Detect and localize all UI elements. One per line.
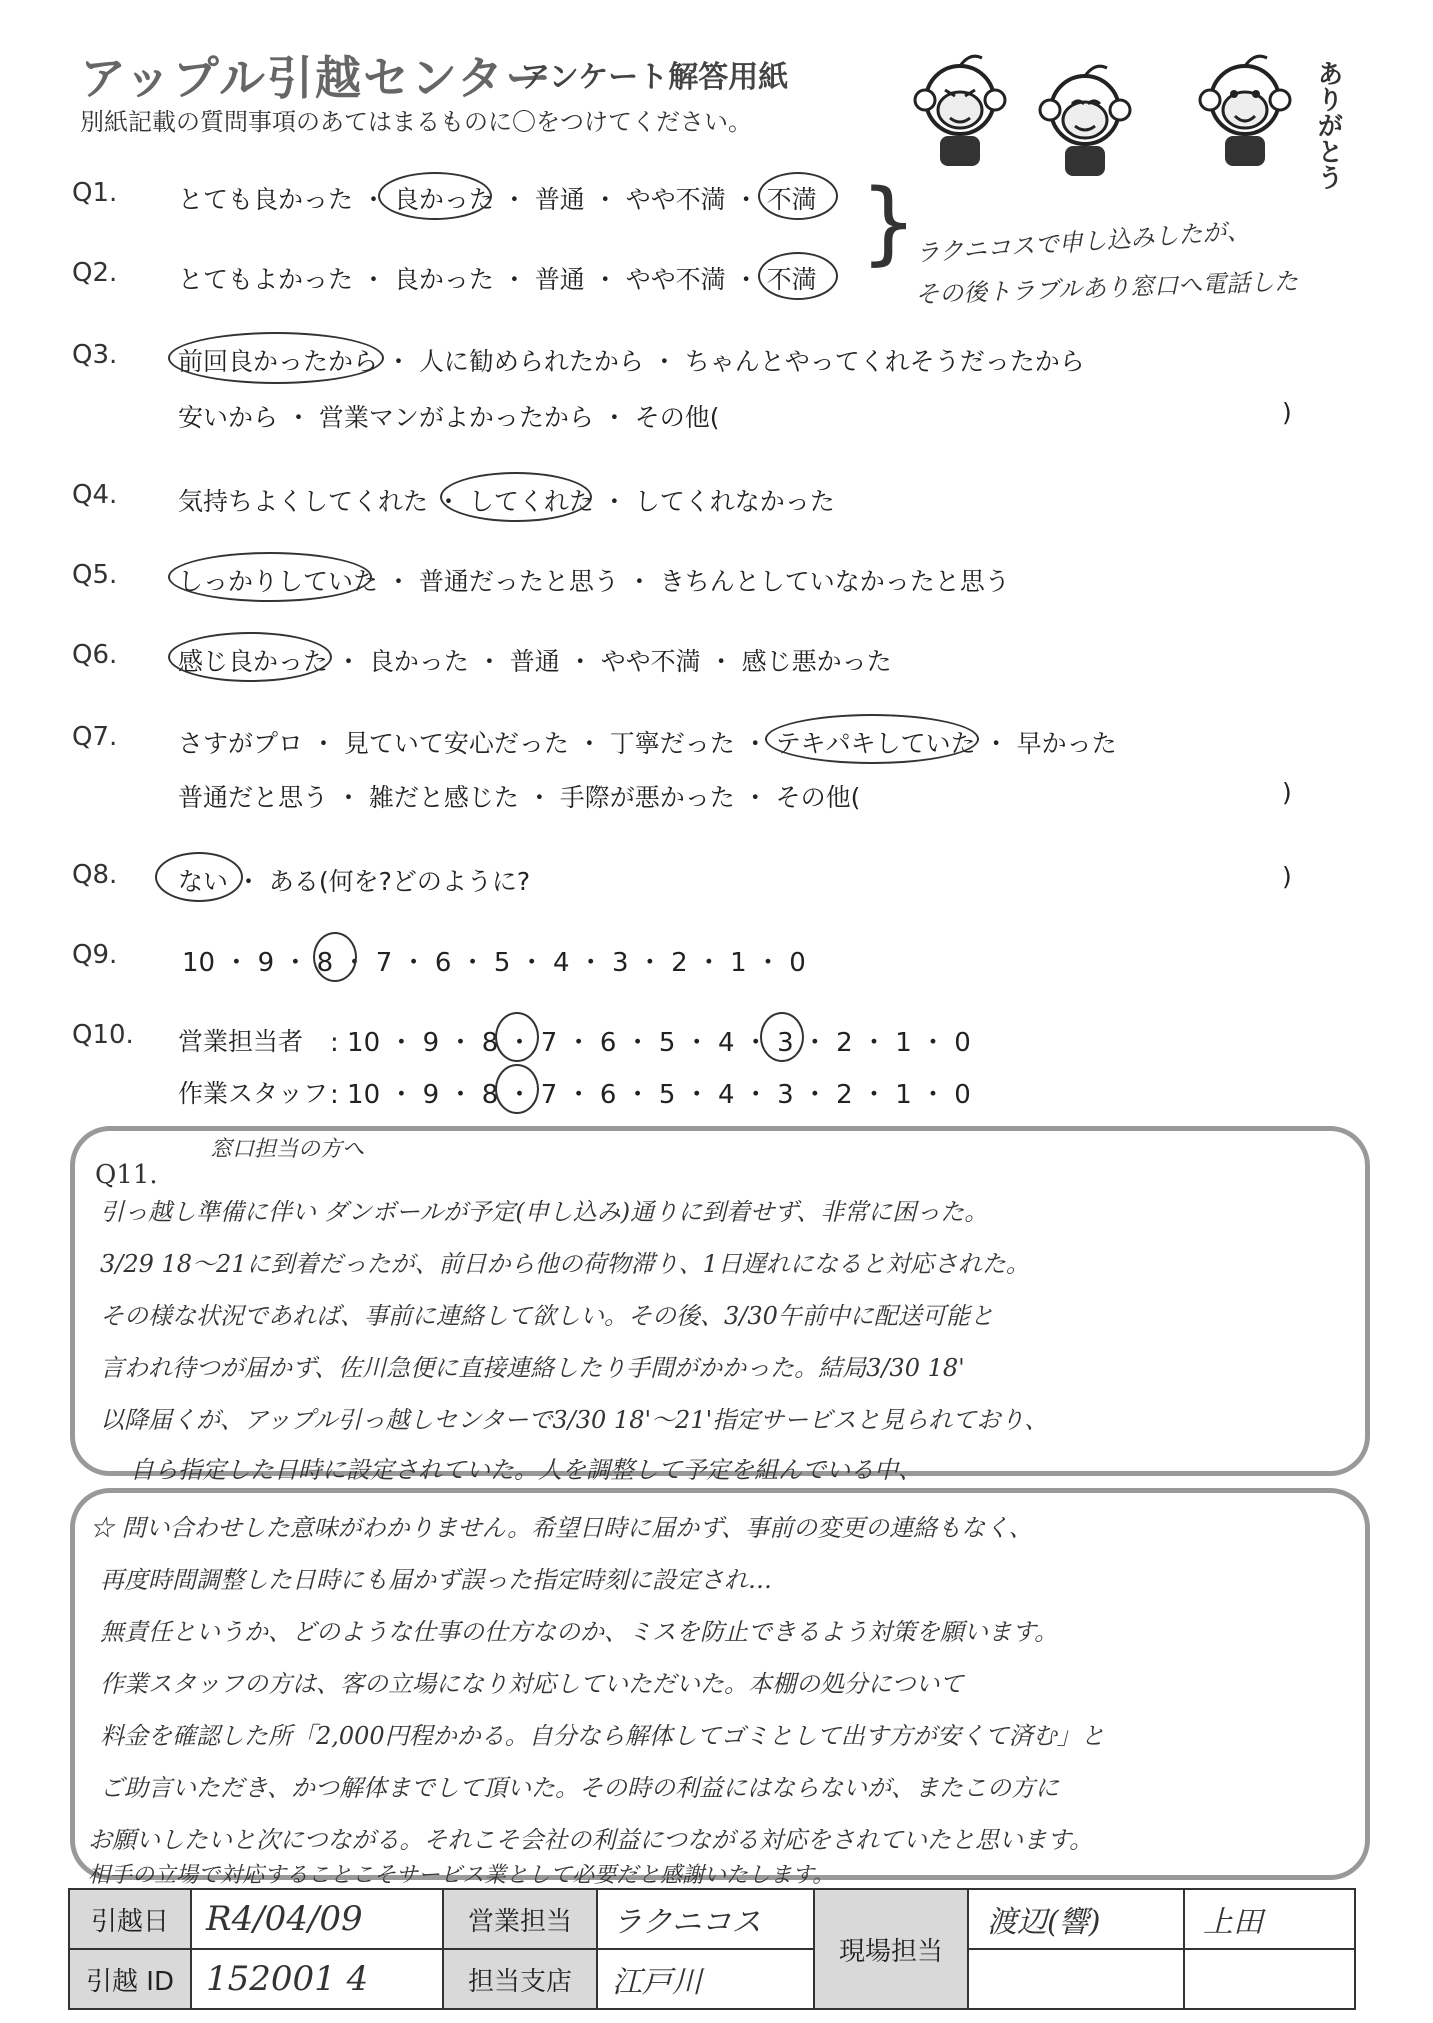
move-id-label: 引越 ID: [69, 1949, 191, 2009]
q8-label: Q8.: [72, 860, 118, 890]
handwritten-line: 相手の立場で対応することこそサービス業として必要だと感謝いたします。: [88, 1863, 835, 1888]
handwritten-line: 料金を確認した所「2,000円程かかる。自分なら解体してゴミとして出す方が安くて済む」と: [100, 1722, 1105, 1750]
q10-sales-scale: : 10 ・ 9 ・ 8 ・ 7 ・ 6 ・ 5 ・ 4 ・ 3 ・ 2 ・ 1 ・ 0: [330, 1028, 971, 1058]
q11-heading: 窓口担当の方へ: [210, 1137, 365, 1162]
monkey-mascot-icon: [1190, 50, 1300, 170]
answer-circle: [168, 552, 372, 602]
q10-staff-label: 作業スタッフ: [178, 1079, 329, 1108]
q5-options: しっかりしていた ・ 普通だったと思う ・ きちんとしていなかったと思う: [178, 567, 1010, 596]
handwritten-line: 再度時間調整した日時にも届かず誤った指定時刻に設定され…: [100, 1566, 772, 1594]
answer-circle: [758, 172, 838, 220]
site-value-2: 上田: [1184, 1889, 1355, 1949]
handwritten-note-line: その後トラブルあり窓口へ電話した: [914, 267, 1299, 309]
q4-label: Q4.: [72, 480, 118, 510]
handwritten-line: 無責任というか、どのような仕事の仕方なのか、ミスを防止できるよう対策を願います。: [100, 1618, 1059, 1646]
q8-options: ない ・ ある(何を?どのように?: [178, 867, 531, 896]
site-empty-cell: [1184, 1949, 1355, 2009]
answer-circle: [378, 172, 492, 220]
answer-circle: [765, 714, 979, 764]
footer-info-table: [68, 1888, 1356, 2010]
answer-circle: [313, 932, 357, 982]
q10-sales-label: 営業担当者: [178, 1027, 304, 1056]
form-title: アップル引越センター: [80, 51, 554, 105]
q7-options-line2: 普通だと思う ・ 雑だと感じた ・ 手際が悪かった ・ その他(: [178, 783, 861, 812]
sales-value: ラクニコス: [597, 1889, 814, 1949]
q5-label: Q5.: [72, 560, 118, 590]
q7-label: Q7.: [72, 722, 118, 752]
handwritten-line: 以降届くが、アップル引っ越しセンターで3/30 18'〜21'指定サービスと見られており、: [100, 1406, 1049, 1434]
mascot-caption: ありがとう: [1313, 60, 1343, 190]
q2-label: Q2.: [72, 258, 118, 288]
q1-label: Q1.: [72, 178, 118, 208]
site-empty-cell: [968, 1949, 1184, 2009]
site-value-1: 渡辺(響): [968, 1889, 1184, 1949]
form-subtitle: アンケート解答用紙: [520, 60, 789, 95]
q7-options-line1: さすがプロ ・ 見ていて安心だった ・ 丁寧だった ・ テキパキしていた ・ 早かった: [178, 729, 1117, 758]
move-date-label: 引越日: [69, 1889, 191, 1949]
handwritten-line: 作業スタッフの方は、客の立場になり対応していただいた。本棚の処分について: [100, 1670, 964, 1698]
q3-options-line1: 前回良かったから ・ 人に勧められたから ・ ちゃんとやってくれそうだったから: [178, 347, 1085, 376]
q6-options: 感じ良かった ・ 良かった ・ 普通 ・ やや不満 ・ 感じ悪かった: [178, 647, 892, 676]
q11-label: Q11.: [95, 1160, 158, 1190]
answer-circle: [168, 632, 332, 682]
monkey-mascot-icon: [905, 50, 1015, 170]
q3-label: Q3.: [72, 340, 118, 370]
handwritten-line: その様な状況であれば、事前に連絡して欲しい。その後、3/30午前中に配送可能と: [100, 1302, 994, 1330]
bracket-mark: }: [860, 170, 918, 275]
site-label: 現場担当: [814, 1889, 968, 2009]
move-id-value: 152001 4: [191, 1949, 443, 2009]
q9-scale: 10 ・ 9 ・ 8 ・ 7 ・ 6 ・ 5 ・ 4 ・ 3 ・ 2 ・ 1 ・ 0: [182, 948, 806, 978]
handwritten-line: 3/29 18〜21に到着だったが、前日から他の荷物滞り、1日遅れになると対応された。: [100, 1250, 1030, 1278]
branch-label: 担当支店: [443, 1949, 597, 2009]
sales-label: 営業担当: [443, 1889, 597, 1949]
q7-close-paren: ): [1282, 778, 1292, 807]
branch-value: 江戸川: [597, 1949, 814, 2009]
answer-circle: [758, 252, 838, 300]
instructions: 別紙記載の質問事項のあてはまるものに〇をつけてください。: [80, 108, 752, 136]
q3-options-line2: 安いから ・ 営業マンがよかったから ・ その他(: [178, 403, 720, 432]
handwritten-line: 引っ越し準備に伴い ダンボールが予定(申し込み)通りに到着せず、非常に困った。: [100, 1198, 989, 1226]
q3-close-paren: ): [1282, 398, 1292, 427]
handwritten-line: 言われ待つが届かず、佐川急便に直接連絡したり手間がかかった。結局3/30 18': [100, 1354, 965, 1382]
handwritten-note-line: ラクニコスで申し込みしたが、: [914, 216, 1252, 268]
handwritten-line: 自ら指定した日時に設定されていた。人を調整して予定を組んでいる中、: [130, 1456, 922, 1484]
q2-options: とてもよかった ・ 良かった ・ 普通 ・ やや不満 ・ 不満: [178, 265, 817, 294]
handwritten-line: ご助言いただき、かつ解体までして頂いた。その時の利益にはならないが、またこの方に: [100, 1774, 1060, 1802]
answer-circle: [155, 852, 243, 902]
answer-circle: [760, 1012, 804, 1062]
q8-close-paren: ): [1282, 862, 1292, 891]
q1-options: とても良かった ・ 良かった ・ 普通 ・ やや不満 ・ 不満: [178, 185, 817, 214]
answer-circle: [168, 332, 384, 384]
answer-circle: [495, 1064, 539, 1114]
q9-label: Q9.: [72, 940, 118, 970]
q4-options: 気持ちよくしてくれた ・ してくれた ・ してくれなかった: [178, 487, 835, 516]
answer-circle: [495, 1012, 539, 1062]
handwritten-line: ☆ 問い合わせした意味がわかりません。希望日時に届かず、事前の変更の連絡もなく、: [90, 1514, 1033, 1542]
answer-circle: [440, 472, 592, 522]
move-date-value: R4/04/09: [191, 1889, 443, 1949]
handwritten-line: お願いしたいと次につながる。それこそ会社の利益につながる対応をされていたと思います。: [88, 1826, 1094, 1854]
q10-label: Q10.: [72, 1020, 134, 1050]
q6-label: Q6.: [72, 640, 118, 670]
monkey-mascot-icon: [1030, 60, 1140, 180]
q10-staff-scale: : 10 ・ 9 ・ 8 ・ 7 ・ 6 ・ 5 ・ 4 ・ 3 ・ 2 ・ 1 ・ 0: [330, 1080, 971, 1110]
